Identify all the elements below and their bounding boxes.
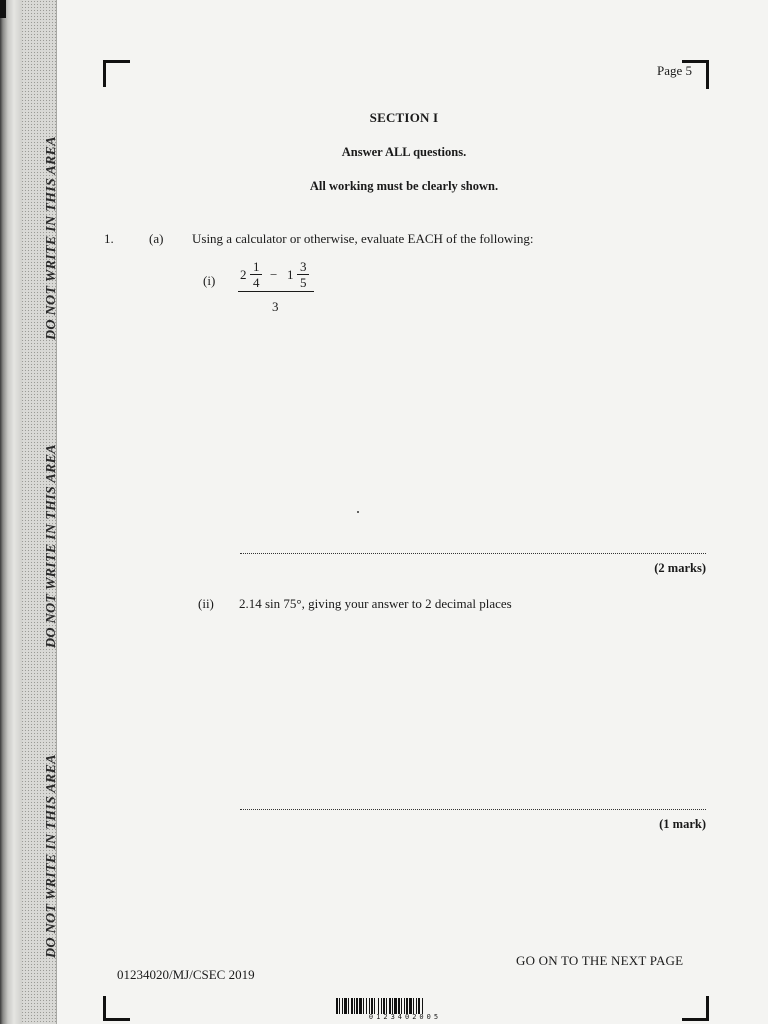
barcode xyxy=(336,998,474,1014)
instruction-working: All working must be clearly shown. xyxy=(309,179,499,193)
barcode-bar xyxy=(356,998,358,1014)
barcode-bar xyxy=(413,998,414,1014)
barcode-bar xyxy=(416,998,417,1014)
barcode-bar xyxy=(409,998,412,1014)
corner-mark-top-left xyxy=(103,60,130,87)
mixed-numerator-2: 3 xyxy=(300,259,307,274)
barcode-bar xyxy=(394,998,397,1014)
subpart-i-label: (i) xyxy=(203,273,216,288)
barcode-bar xyxy=(398,998,400,1014)
question-part-label: (a) xyxy=(149,231,164,246)
scan-speck xyxy=(357,511,359,513)
barcode-bar xyxy=(344,998,347,1014)
mixed-denominator-1: 4 xyxy=(253,275,260,290)
barcode-bar xyxy=(422,998,423,1014)
barcode-bar xyxy=(339,998,340,1014)
barcode-bar xyxy=(359,998,362,1014)
barcode-bar xyxy=(374,998,375,1014)
mixed-whole-1: 2 xyxy=(240,267,247,282)
corner-mark-bottom-right xyxy=(682,996,709,1021)
barcode-bar xyxy=(378,998,379,1014)
barcode-bar xyxy=(383,998,385,1014)
answer-line-i[interactable] xyxy=(240,553,706,554)
go-on-notice: GO ON TO THE NEXT PAGE xyxy=(516,953,684,968)
margin-warning: DO NOT WRITE IN THIS AREA xyxy=(44,444,59,648)
paper-code: 01234020/MJ/CSEC 2019 xyxy=(117,967,255,982)
question-number: 1. xyxy=(104,231,114,246)
barcode-bar xyxy=(351,998,353,1014)
question-intro: Using a calculator or otherwise, evaluate EACH of the following: xyxy=(192,231,534,246)
barcode-digits: 0123402005 xyxy=(368,1013,442,1021)
barcode-bar xyxy=(363,998,364,1014)
binding-edge xyxy=(0,0,22,1024)
barcode-bar xyxy=(386,998,387,1014)
instruction-answer-all: Answer ALL questions. xyxy=(341,145,467,159)
barcode-bar xyxy=(418,998,420,1014)
barcode-bar xyxy=(342,998,343,1014)
barcode-bar xyxy=(348,998,349,1014)
section-title: SECTION I xyxy=(369,110,439,125)
barcode-bar xyxy=(369,998,370,1014)
margin-warning: DO NOT WRITE IN THIS AREA xyxy=(44,136,59,340)
barcode-bar xyxy=(392,998,393,1014)
barcode-bar xyxy=(381,998,382,1014)
minus-sign: − xyxy=(270,267,278,282)
barcode-bar xyxy=(366,998,367,1014)
margin-warning: DO NOT WRITE IN THIS AREA xyxy=(44,754,59,958)
barcode-bar xyxy=(354,998,355,1014)
marks-i: (2 marks) xyxy=(654,561,706,575)
mixed-whole-2: 1 xyxy=(287,267,294,282)
fraction-expression xyxy=(238,259,316,319)
barcode-bar xyxy=(401,998,402,1014)
divisor: 3 xyxy=(272,299,279,314)
corner-mark-bottom-left xyxy=(103,996,130,1021)
barcode-bar xyxy=(371,998,373,1014)
page-number: Page 5 xyxy=(656,63,692,78)
mixed-numerator-1: 1 xyxy=(253,259,260,274)
answer-line-ii[interactable] xyxy=(240,809,706,810)
barcode-bar xyxy=(389,998,391,1014)
marks-ii: (1 mark) xyxy=(659,817,706,831)
barcode-bar xyxy=(404,998,405,1014)
subpart-ii-text: 2.14 sin 75°, giving your answer to 2 decimal places xyxy=(239,596,512,611)
barcode-bar xyxy=(336,998,338,1014)
main-fraction-bar xyxy=(238,291,314,292)
barcode-bar xyxy=(406,998,408,1014)
binding-notch xyxy=(0,0,6,18)
mixed-denominator-2: 5 xyxy=(300,275,307,290)
subpart-ii-label: (ii) xyxy=(198,596,214,611)
